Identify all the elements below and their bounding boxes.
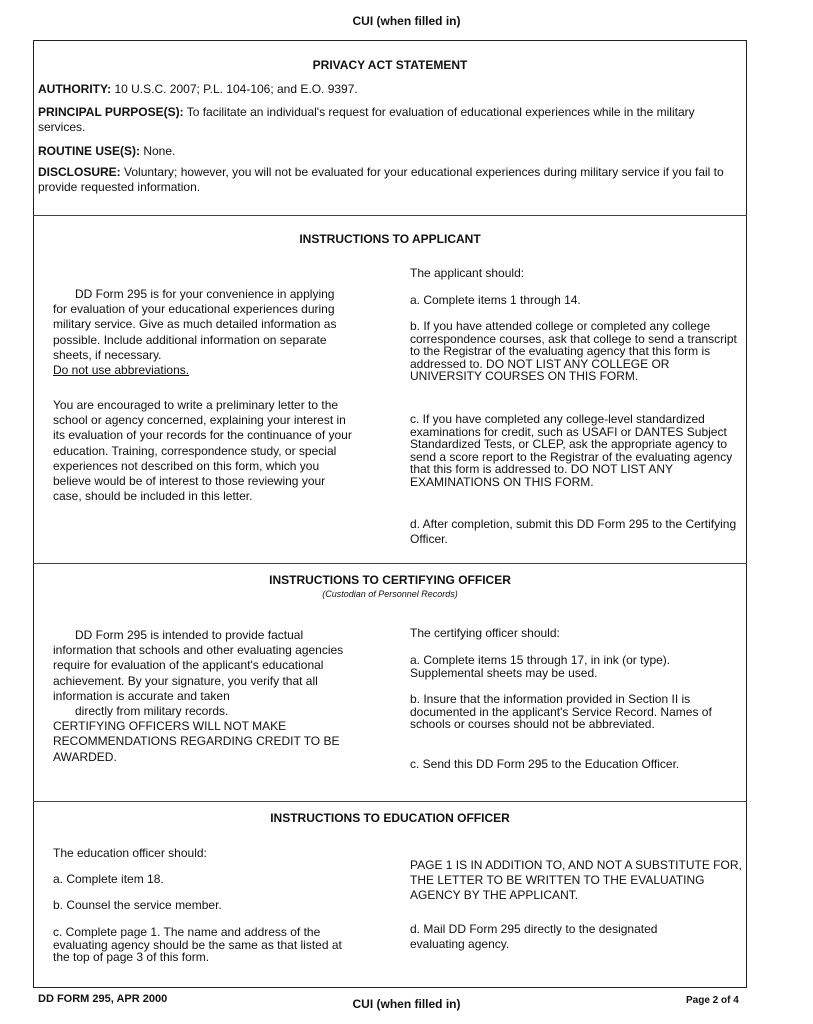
applicant-left-paragraph-1 — [53, 287, 350, 378]
section-divider — [33, 801, 747, 802]
section-divider — [33, 563, 747, 564]
education-item-c: c. Complete page 1. The name and address of the evaluating agency should be the same as that listed at the top of page 3 of this form. — [53, 925, 342, 965]
education-item-d: d. Mail DD Form 295 directly to the designated evaluating agency. — [410, 922, 658, 952]
applicant-left-p1-text: DD Form 295 is for your convenience in applying for evaluation of your educational experiences during military service. Give as much detailed information as possible. Include additional information on separate sheets, if necessary. — [53, 287, 337, 362]
purpose-line — [38, 105, 743, 135]
certifying-warning: CERTIFYING OFFICERS WILL NOT MAKE RECOMMENDATIONS REGARDING CREDIT TO BE AWARDED. — [53, 719, 340, 764]
authority-text: 10 U.S.C. 2007; P.L. 104-106; and E.O. 9397. — [114, 82, 358, 96]
education-item-b: b. Counsel the service member. — [53, 898, 222, 912]
disclosure-text: Voluntary; however, you will not be evaluated for your educational experiences during military service if you fail to provide requested information. — [38, 165, 724, 195]
routine-text: None. — [143, 144, 176, 158]
applicant-item-c: c. If you have completed any college-level standardized examinations for credit, such as USAFI or DANTES Subject Standardized Tests, or CLEP, ask the appropriate agency to send a score report to the Registrar of the evaluating agency that this form is addressed to. DO NOT LIST ANY EXAMINATIONS ON THIS FORM. — [410, 412, 733, 489]
disclosure-label: DISCLOSURE: — [38, 165, 121, 179]
cui-marking-top: CUI (when filled in) — [352, 14, 461, 28]
privacy-title: PRIVACY ACT STATEMENT — [312, 58, 468, 72]
routine-label: ROUTINE USE(S): — [38, 144, 140, 158]
no-abbreviations-note: Do not use abbreviations. — [53, 363, 190, 378]
certifying-right-intro: The certifying officer should: — [410, 626, 560, 640]
certifying-item-b: b. Insure that the information provided in Section II is documented in the applicant's Service Record. Names of schools or courses should not be abbreviated. — [410, 692, 712, 732]
section-divider — [33, 215, 747, 216]
purpose-text: To facilitate an individual's request for evaluation of educational experiences while in the military services. — [38, 105, 695, 135]
form-identifier: DD FORM 295, APR 2000 — [38, 993, 168, 1005]
routine-use-line — [38, 144, 743, 159]
certifying-subtitle: (Custodian of Personnel Records) — [322, 589, 458, 599]
applicant-left-paragraph-2: You are encouraged to write a preliminary letter to the school or agency concerned, explaining your interest in its evaluation of your records for the continuance of your education. Training, correspondence study, or special experiences not described on this form, which you believe would be of interest to those reviewing your case, should be included in this letter. — [53, 398, 352, 504]
education-item-a: a. Complete item 18. — [53, 872, 164, 886]
page-number: Page 2 of 4 — [686, 995, 739, 1006]
applicant-right-intro: The applicant should: — [410, 266, 525, 280]
certifying-title: INSTRUCTIONS TO CERTIFYING OFFICER — [269, 573, 511, 587]
certifying-item-a: a. Complete items 15 through 17, in ink (or type). Supplemental sheets may be used. — [410, 653, 671, 680]
certifying-left-p1-text: DD Form 295 is intended to provide factual information that schools and other evaluating agencies require for evaluation of the applicant's educational achievement. By your signature, you verify that all information is accurate and taken — [53, 628, 344, 703]
applicant-title: INSTRUCTIONS TO APPLICANT — [299, 232, 481, 246]
certifying-left-p1-cont: directly from military records. — [75, 704, 229, 719]
authority-label: AUTHORITY: — [38, 82, 112, 96]
cui-marking-bottom: CUI (when filled in) — [352, 997, 461, 1011]
education-left-intro: The education officer should: — [53, 846, 207, 860]
education-title: INSTRUCTIONS TO EDUCATION OFFICER — [270, 811, 510, 825]
page1-notice: PAGE 1 IS IN ADDITION TO, AND NOT A SUBSTITUTE FOR, THE LETTER TO BE WRITTEN TO THE EVALUATING AGENCY BY THE APPLICANT. — [410, 858, 742, 903]
applicant-item-d: d. After completion, submit this DD Form 295 to the Certifying Officer. — [410, 517, 737, 547]
applicant-item-b: b. If you have attended college or completed any college correspondence courses, ask that college to send a transcript to the Registrar of the evaluating agency that this form is addressed to. DO NOT LIST ANY COLLEGE OR UNIVERSITY COURSES ON THIS FORM. — [410, 319, 737, 384]
purpose-label: PRINCIPAL PURPOSE(S): — [38, 105, 184, 119]
applicant-item-a: a. Complete items 1 through 14. — [410, 293, 581, 307]
authority-line — [38, 82, 743, 97]
certifying-item-c: c. Send this DD Form 295 to the Education Officer. — [410, 757, 680, 771]
certifying-left-paragraph — [53, 628, 353, 765]
disclosure-line — [38, 165, 743, 195]
